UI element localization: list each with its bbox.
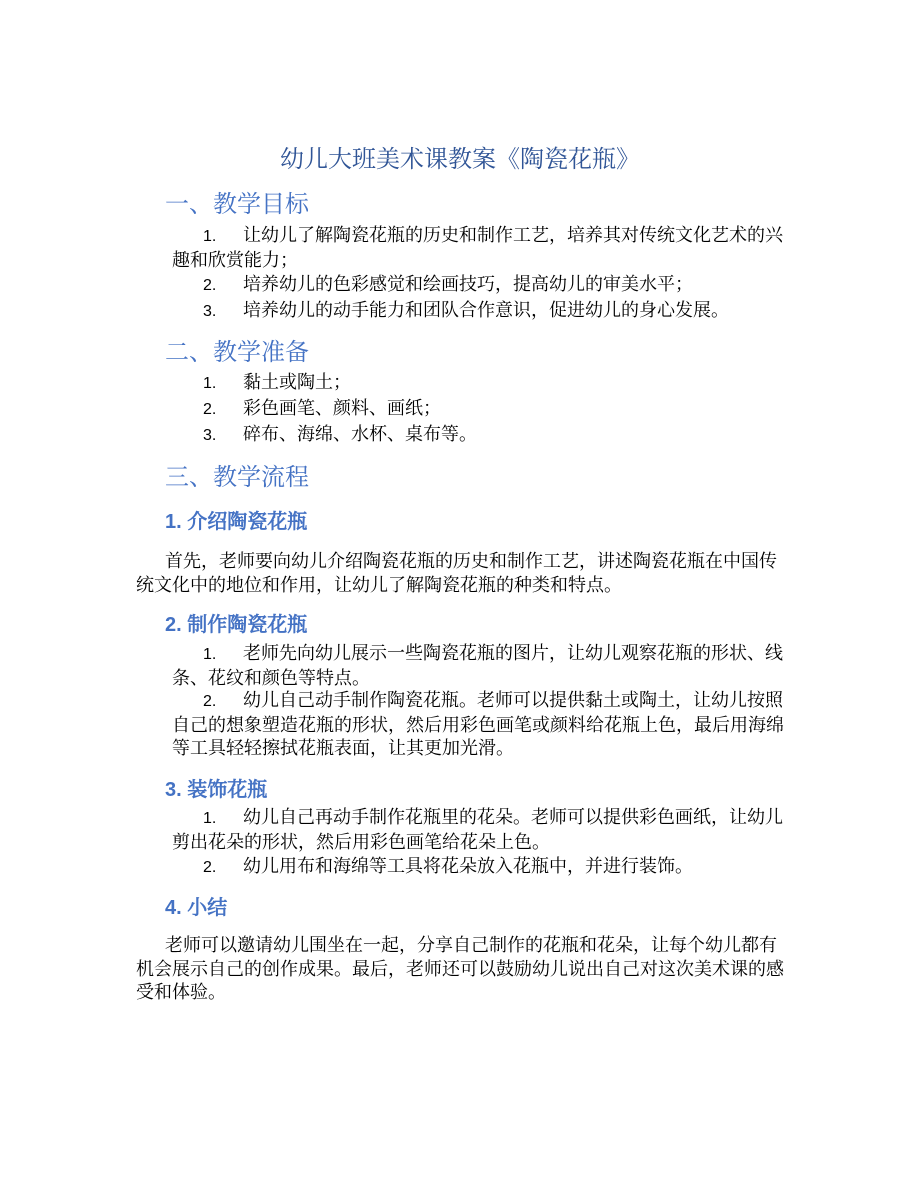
list-item-first-line [172,299,812,324]
list-item-text: 等工具轻轻擦拭花瓶表面，让其更加光滑。 [172,738,514,758]
subsection-heading-introduce: 1. 介绍陶瓷花瓶 [165,511,308,533]
subsection-heading-summary: 4. 小结 [165,897,228,919]
list-item-text: 培养幼儿的色彩感觉和绘画技巧，提高幼儿的审美水平； [243,274,693,294]
list-item [172,371,812,396]
list-item [172,806,812,854]
list-item-first-line [172,855,812,880]
list-number: 2. [203,693,217,710]
list-item [172,642,812,690]
list-number: 2. [203,277,217,294]
list-item-first-line [172,224,812,249]
list-item-text: 彩色画笔、颜料、画纸； [243,398,441,418]
list-item-text: 碎布、海绵、水杯、桌布等。 [243,424,477,444]
document-title: 幼儿大班美术课教案《陶瓷花瓶》 [280,146,640,173]
list-item-text: 剪出花朵的形状，然后用彩色画笔给花朵上色。 [172,831,550,852]
list-item-first-line [172,806,812,831]
section-heading-process: 三、教学流程 [165,464,309,491]
list-number: 2. [203,401,217,418]
list-item [172,397,812,422]
list-item-text: 自己的想象塑造花瓶的形状，然后用彩色画笔或颜料给花瓶上色，最后用海绵 [172,714,784,735]
list-item-first-line [172,689,812,714]
list-number: 3. [203,427,217,444]
list-item-first-line [172,423,812,448]
list-item [172,855,812,880]
list-number: 1. [203,810,217,827]
paragraph-line: 受和体验。 [136,982,226,1002]
list-item [172,689,812,761]
section-heading-preparation: 二、教学准备 [165,339,309,366]
list-item-first-line [172,642,812,667]
list-number: 1. [203,228,217,245]
paragraph-line: 机会展示自己的创作成果。最后，老师还可以鼓励幼儿说出自己对这次美术课的感 [136,958,784,979]
list-item-text: 培养幼儿的动手能力和团队合作意识，促进幼儿的身心发展。 [243,300,729,320]
list-item-first-line [172,273,812,298]
list-item-text: 幼儿自己再动手制作花瓶里的花朵。老师可以提供彩色画纸，让幼儿 [243,807,783,827]
list-item-text: 趣和欣赏能力； [172,249,298,270]
list-item-text: 幼儿用布和海绵等工具将花朵放入花瓶中，并进行装饰。 [243,856,693,876]
list-item-text: 条、花纹和颜色等特点。 [172,667,370,688]
list-number: 3. [203,303,217,320]
list-item-text: 老师先向幼儿展示一些陶瓷花瓶的图片，让幼儿观察花瓶的形状、线 [243,643,783,663]
paragraph [136,934,816,1005]
list-number: 1. [203,646,217,663]
paragraph [136,550,816,597]
subsection-heading-make: 2. 制作陶瓷花瓶 [165,614,308,636]
list-item [172,423,812,448]
paragraph-line: 首先，老师要向幼儿介绍陶瓷花瓶的历史和制作工艺，讲述陶瓷花瓶在中国传 [165,551,777,571]
list-item-first-line [172,397,812,422]
list-number: 1. [203,375,217,392]
list-item [172,273,812,298]
paragraph-line: 老师可以邀请幼儿围坐在一起，分享自己制作的花瓶和花朵，让每个幼儿都有 [165,935,777,955]
list-item-first-line [172,371,812,396]
section-heading-goals: 一、教学目标 [165,191,309,218]
list-item-text: 让幼儿了解陶瓷花瓶的历史和制作工艺，培养其对传统文化艺术的兴 [243,225,783,245]
paragraph-line: 统文化中的地位和作用，让幼儿了解陶瓷花瓶的种类和特点。 [136,574,622,595]
list-item-text: 幼儿自己动手制作陶瓷花瓶。老师可以提供黏土或陶土，让幼儿按照 [243,690,783,710]
list-item [172,299,812,324]
list-item-text: 黏土或陶土； [243,372,351,392]
subsection-heading-decorate: 3. 装饰花瓶 [165,779,268,801]
list-item [172,224,812,272]
list-number: 2. [203,859,217,876]
